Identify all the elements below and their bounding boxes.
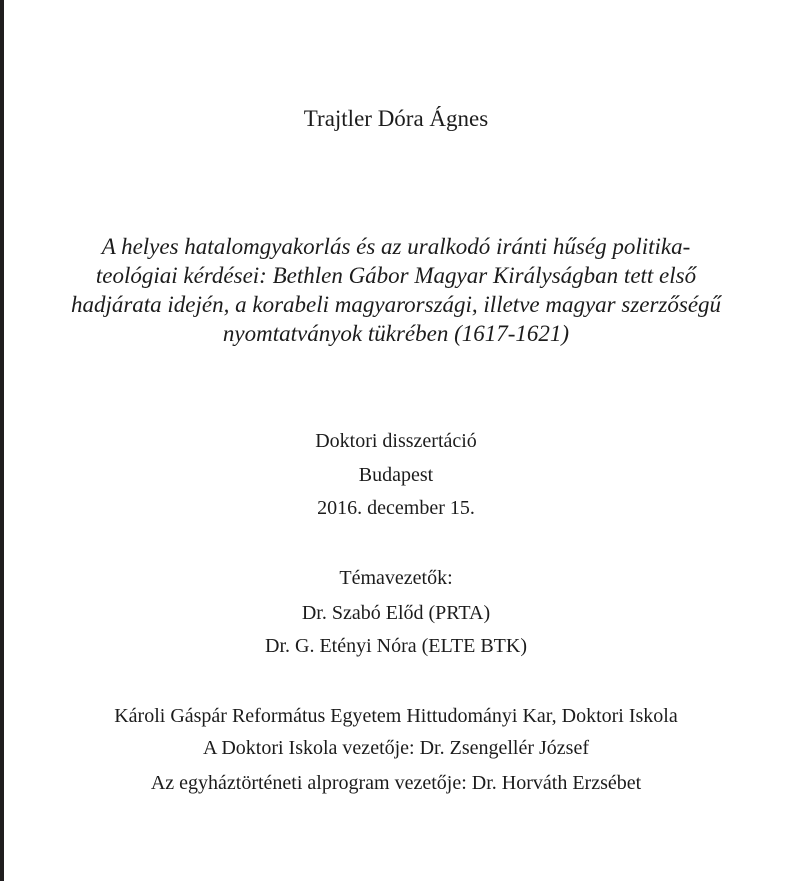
supervisor-2: Dr. G. Etényi Nóra (ELTE BTK): [265, 635, 527, 657]
title-line-1: A helyes hatalomgyakorlás és az uralkodó iránti hűség politika-: [101, 234, 691, 259]
supervisor-1: Dr. Szabó Előd (PRTA): [301, 602, 491, 624]
program-head: Az egyháztörténeti alprogram vezetője: Dr. Horváth Erzsébet: [150, 772, 642, 794]
title-line-4: nyomtatványok tükrében (1617-1621): [222, 321, 570, 346]
document-type: Doktori disszertáció: [315, 430, 477, 452]
dissertation-title: [60, 232, 732, 348]
date: 2016. december 15.: [317, 497, 475, 519]
author-name: Trajtler Dóra Ágnes: [303, 106, 489, 131]
supervisors-heading: Témavezetők:: [339, 567, 453, 589]
title-line-2: teológiai kérdései: Bethlen Gábor Magyar Királyságban tett első: [95, 263, 697, 288]
institution: Károli Gáspár Református Egyetem Hittudományi Kar, Doktori Iskola: [114, 705, 678, 727]
title-line-3: hadjárata idején, a korabeli magyarországi, illetve magyar szerzőségű: [70, 292, 722, 317]
city: Budapest: [358, 464, 434, 486]
doctoral-school-head: A Doktori Iskola vezetője: Dr. Zsengellér József: [203, 737, 589, 759]
